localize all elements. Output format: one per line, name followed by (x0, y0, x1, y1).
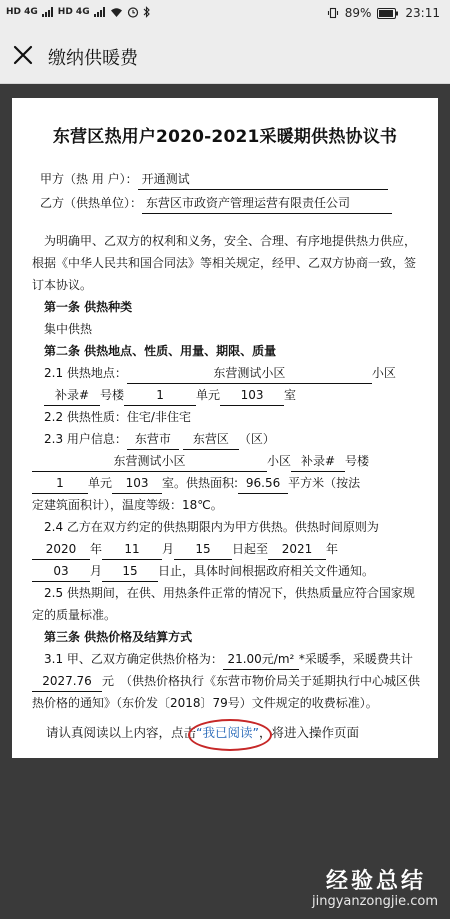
page-title: 缴纳供暖费 (48, 48, 138, 69)
s23-community-unit: 小区 (267, 454, 292, 468)
s24-year-word: 年 (90, 542, 103, 556)
s24-row-end (32, 560, 420, 582)
s31-currency: 元 (102, 674, 115, 688)
s22-label: 2.2 供热性质： (44, 410, 127, 424)
network-indicator-1: HD 4G (6, 7, 38, 17)
party-a-label: 甲方（热 用 户）： (40, 172, 138, 186)
s31-after: *采暖季，采暖费共计 (298, 652, 413, 666)
document-body (32, 168, 420, 744)
s31-row-3: 热价格的通知》（东价发〔2018〕79号）文件规定的收费标准）。 (32, 696, 378, 710)
bottom-area (0, 758, 450, 919)
i-have-read-link[interactable] (196, 725, 259, 740)
read-confirm-row (32, 722, 420, 744)
s31-tail-1: （供热价格执行《东营市物价局关于延期执行中心城区供 (120, 674, 421, 688)
bluetooth-icon (143, 6, 151, 18)
s21-unit-word: 单元 (196, 388, 221, 402)
network-indicator-2: HD 4G (57, 7, 90, 17)
s23-area: 96.56 (238, 474, 288, 494)
s23-community: 东营测试小区 (32, 452, 267, 472)
s24-start-word: 日起至 (232, 542, 269, 556)
article-1-title: 第一条 供热种类 (44, 300, 133, 314)
s21-community: 东营测试小区 (127, 364, 372, 384)
s21-suffix: 补录# (44, 386, 100, 406)
i-have-read-label: “我已阅读” (196, 725, 259, 740)
s21-room-word: 室 (284, 388, 297, 402)
close-icon[interactable] (10, 42, 36, 68)
battery-icon (377, 8, 399, 19)
s23-unit-word: 单元 (88, 476, 113, 490)
s23-unit-no: 1 (32, 474, 88, 494)
watermark-url: jingyanzongjie.com (311, 894, 438, 909)
party-b-value: 东营区市政资产管理运营有限责任公司 (142, 194, 392, 214)
s24-text: 2.4 乙方在双方约定的供热期限内为甲方供热。供热时间原则为 (44, 520, 379, 534)
s24-day-start: 15 (174, 540, 232, 560)
s21-row-2 (32, 384, 420, 406)
s31-row-1 (32, 648, 420, 670)
s21-label: 2.1 供热地点： (44, 366, 127, 380)
s21-unit-no: 1 (124, 386, 196, 406)
document-title: 东营区热用户2020-2021采暖期供热协议书 (52, 127, 398, 147)
s23-district: 东营区 (183, 430, 239, 450)
wifi-icon (110, 7, 123, 18)
s31-price: 21.00元/m² (223, 650, 299, 670)
highlight-circle (188, 719, 272, 751)
article-3-title: 第三条 供热价格及结算方式 (44, 630, 193, 644)
s23-row-4: 定建筑面积计），温度等级：18℃。 (32, 498, 223, 512)
s24-month-end: 03 (32, 562, 90, 582)
s23-area-text: 室。供热面积: (162, 476, 239, 490)
status-left (6, 6, 151, 18)
party-a-value: 开通测试 (138, 170, 388, 190)
s25-text: 2.5 供热期间，在供、用热条件正常的情况下，供热质量应符合国家规定的质量标准。 (32, 586, 415, 622)
s24-year-end: 2021 (268, 540, 326, 560)
signal-icon (42, 7, 54, 17)
s23-label: 2.3 用户信息： (44, 432, 127, 446)
app-header (0, 28, 450, 84)
s21-row-1 (32, 362, 420, 384)
signal-icon-2 (94, 7, 106, 17)
clock: 23:11 (405, 6, 440, 20)
agreement-document (12, 98, 438, 758)
watermark-brand: 经验总结 (325, 869, 426, 894)
article-1-text: 集中供热 (44, 322, 93, 336)
s24-month-word: 月 (162, 542, 175, 556)
s22-value: 住宅/非住宅 (126, 410, 191, 424)
s23-row-1 (32, 428, 420, 450)
s31-row-2 (32, 670, 420, 692)
vibrate-icon (327, 7, 339, 19)
intro-paragraph: 为明确甲、乙双方的权利和义务，安全、合理、有序地提供热力供应，根据《中华人民共和国合同法》等相关规定，经甲、乙双方协商一致，签订本协议。 (32, 234, 417, 292)
s23-area-unit: 平方米（按法 (288, 476, 361, 490)
s23-building-unit: 号楼 (345, 454, 370, 468)
s22-row (32, 406, 420, 428)
s23-row-3 (32, 472, 420, 494)
s21-building-unit: 号楼 (100, 388, 125, 402)
battery-percent: 89% (344, 6, 372, 20)
s24-month-end-word: 月 (90, 564, 103, 578)
s24-row-dates (32, 538, 420, 560)
s24-month-start: 11 (102, 540, 162, 560)
status-bar (0, 0, 450, 28)
s23-city: 东营市 (127, 430, 179, 450)
party-a-row (32, 168, 420, 192)
s23-room: 103 (112, 474, 162, 494)
s23-row-2 (32, 450, 420, 472)
party-b-row (32, 192, 420, 216)
s24-day-end: 15 (102, 562, 158, 582)
s21-community-unit: 小区 (371, 366, 396, 380)
s31-total: 2027.76 (32, 672, 102, 692)
s24-year-start: 2020 (32, 540, 90, 560)
alarm-icon (127, 6, 139, 18)
s24-end-text: 日止，具体时间根据政府相关文件通知。 (158, 564, 375, 578)
s23-suffix: 补录# (291, 452, 345, 472)
article-2-title: 第二条 供热地点、性质、用量、期限、质量 (44, 344, 277, 358)
status-right (327, 6, 440, 20)
read-prefix: 请认真阅读以上内容，点击 (46, 725, 197, 740)
s31-text: 3.1 甲、乙双方确定供热价格为： (44, 652, 223, 666)
party-b-label: 乙方（供热单位）： (40, 196, 143, 210)
s21-room: 103 (220, 386, 284, 406)
read-suffix: ，将进入操作页面 (258, 725, 359, 740)
s24-year-end-word: 年 (326, 542, 339, 556)
s23-district-word: （区） (238, 432, 275, 446)
